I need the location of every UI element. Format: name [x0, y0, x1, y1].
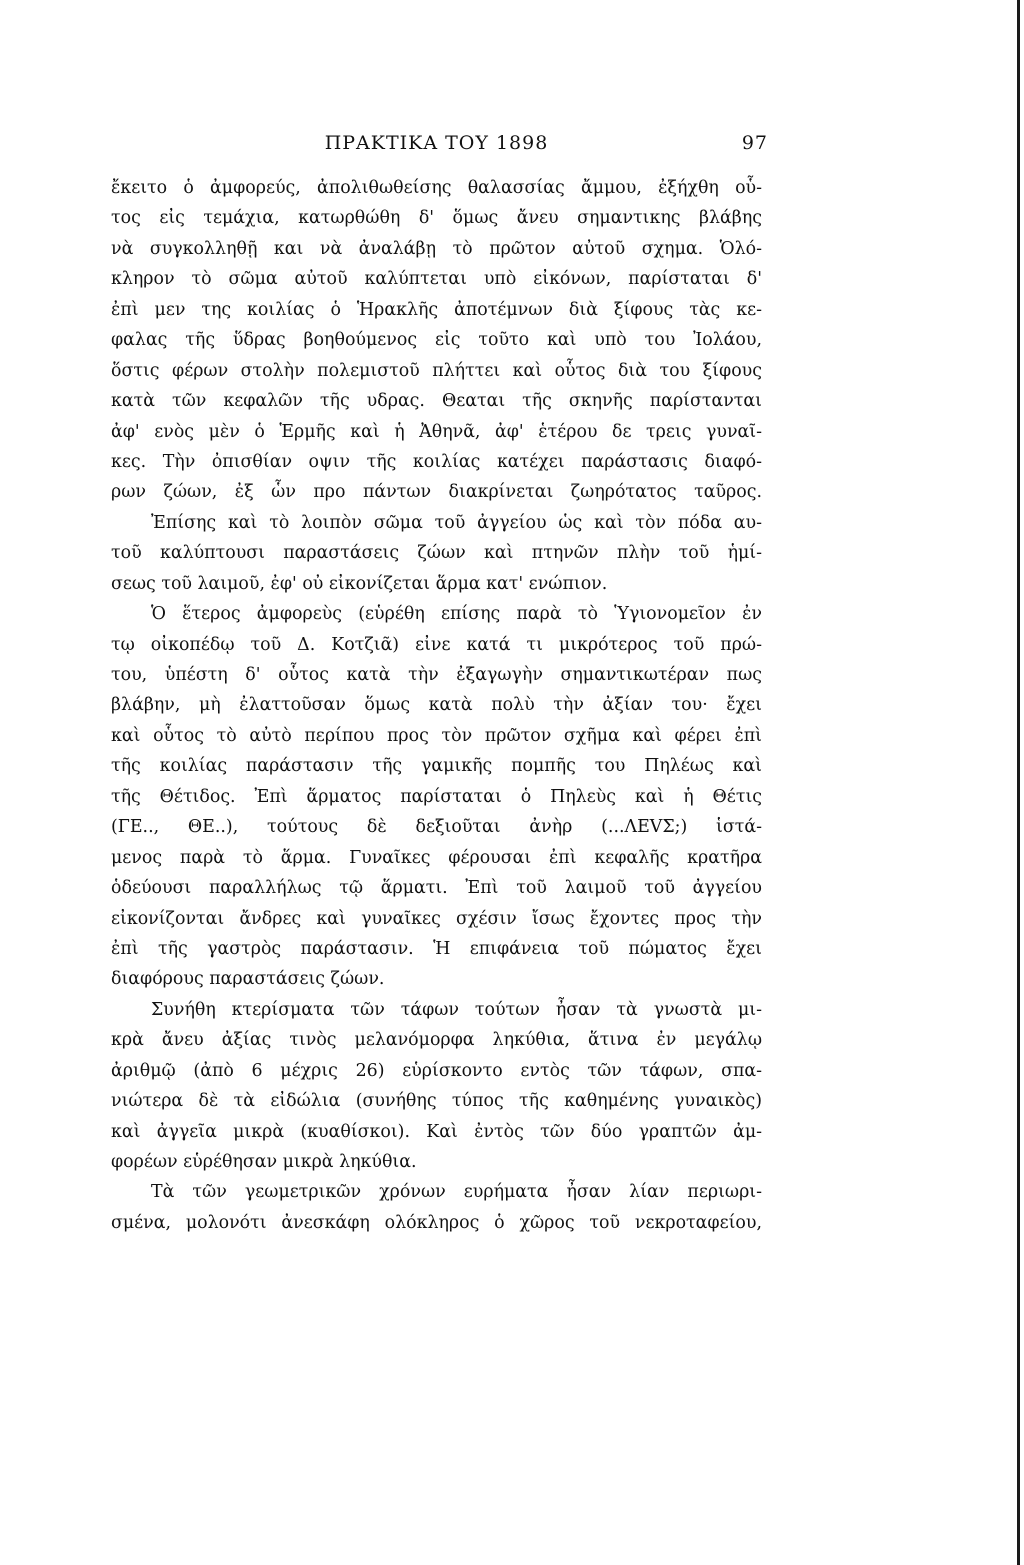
- running-title: ΠΡΑΚΤΙΚΑ ΤΟΥ 1898: [324, 132, 549, 154]
- text-line: τῆς κοιλίας παράστασιν τῆς γαμικῆς πομπῆς του Πηλέως καὶ: [111, 756, 762, 777]
- text-line: βλάβην, μὴ ἐλαττοῦσαν ὅμως κατὰ πολὺ τὴν ἀξίαν του· ἔχει: [111, 695, 762, 716]
- page-number: 97: [741, 132, 768, 154]
- text-line: τῆς Θέτιδος. Ἐπὶ ἅρματος παρίσταται ὁ Πηλεὺς καὶ ἡ Θέτις: [111, 786, 762, 807]
- text-line: κρὰ ἄνευ ἀξίας τινὸς μελανόμορφα ληκύθια, ἅτινα ἐν μεγάλῳ: [111, 1030, 762, 1051]
- text-line: σεως τοῦ λαιμοῦ, ἐφ' οὐ εἰκονίζεται ἅρμα κατ' ενώπιον.: [111, 573, 608, 594]
- text-line: νιώτερα δὲ τὰ εἰδώλια (συνήθης τύπος τῆς καθημένης γυναικὸς): [111, 1091, 762, 1112]
- text-line: τος εἰς τεμάχια, κατωρθώθη δ' ὅμως ἄνευ σημαντικης βλάβης: [111, 208, 762, 229]
- text-line: Ὁ ἕτερος ἀμφορεὺς (εὑρέθη επίσης παρὰ τὸ Ὑγιονομεῖον ἐν: [151, 604, 762, 625]
- text-line: ἐπὶ μεν της κοιλίας ὁ Ἡρακλῆς ἀποτέμνων διὰ ξίφους τὰς κε-: [111, 299, 762, 320]
- text-line: ἐπὶ τῆς γαστρὸς παράστασιν. Ἡ επιφάνεια τοῦ πώματος ἔχει: [111, 938, 762, 959]
- text-line: εἰκονίζονται ἄνδρες καὶ γυναῖκες σχέσιν ἴσως ἔχοντες προς τὴν: [111, 908, 762, 929]
- text-line: κατὰ τῶν κεφαλῶν τῆς υδρας. Θεαται τῆς σκηνῆς παρίστανται: [111, 391, 762, 412]
- text-line: νὰ συγκολληθῇ και νὰ ἀναλάβῃ τὸ πρῶτον αὐτοῦ σχημα. Ὁλό-: [111, 238, 762, 259]
- text-line: (ΓΕ.., ΘΕ..), τούτους δὲ δεξιοῦται ἀνὴρ (...ΛΕVΣ;) ἱστά-: [111, 817, 762, 838]
- text-line: του, ὑπέστη δ' οὗτος κατὰ τὴν ἐξαγωγὴν σημαντικωτέραν πως: [111, 665, 762, 685]
- text-line: ἀριθμῷ (ἀπὸ 6 μέχρις 26) εὑρίσκοντο εντὸς τῶν τάφων, σπα-: [111, 1060, 762, 1081]
- text-line: ὁδεύουσι παραλλήλως τῷ ἅρματι. Ἐπὶ τοῦ λαιμοῦ τοῦ ἀγγείου: [111, 878, 762, 899]
- text-line: Ἐπίσης καὶ τὸ λοιπὸν σῶμα τοῦ ἀγγείου ὡς καὶ τὸν πόδα αυ-: [151, 512, 762, 533]
- text-line: καὶ ἀγγεῖα μικρὰ (κυαθίσκοι). Καὶ ἐντὸς τῶν δύο γραπτῶν ἀμ-: [111, 1121, 762, 1142]
- text-line: διαφόρους παραστάσεις ζώων.: [111, 969, 385, 990]
- scan-edge: [1017, 0, 1020, 1565]
- text-line: τοῦ καλύπτουσι παραστάσεις ζώων καὶ πτηνῶν πλὴν τοῦ ἡμί-: [111, 543, 762, 564]
- running-head: [111, 132, 768, 156]
- text-line: κληρον τὸ σῶμα αὐτοῦ καλύπτεται υπὸ εἰκόνων, παρίσταται δ': [111, 269, 762, 290]
- text-line: ἀφ' ενὸς μὲν ὁ Ἑρμῆς καὶ ἡ Ἀθηνᾶ, ἀφ' ἑτέρου δε τρεις γυναῖ-: [111, 421, 762, 442]
- text-line: Συνήθη κτερίσματα τῶν τάφων τούτων ἦσαν τὰ γνωστὰ μι-: [151, 999, 762, 1020]
- text-line: φορέων εὑρέθησαν μικρὰ ληκύθια.: [111, 1152, 417, 1172]
- text-line: Τὰ τῶν γεωμετρικῶν χρόνων ευρήματα ἦσαν λίαν περιωρι-: [151, 1182, 762, 1203]
- text-line: ὅστις φέρων στολὴν πολεμιστοῦ πλήττει καὶ οὗτος διὰ του ξίφους: [111, 360, 762, 381]
- body-text: [111, 173, 762, 1238]
- text-line: τῳ οἰκοπέδῳ τοῦ Δ. Κοτζιᾶ) εἰνε κατά τι μικρότερος τοῦ πρώ-: [111, 634, 762, 655]
- text-line: ρων ζώων, ἐξ ὧν προ πάντων διακρίνεται ζωηρότατος ταῦρος.: [111, 482, 762, 503]
- text-line: κες. Τὴν ὀπισθίαν οψιν τῆς κοιλίας κατέχει παράστασις διαφό-: [111, 451, 762, 472]
- text-line: μενος παρὰ τὸ ἅρμα. Γυναῖκες φέρουσαι ἐπὶ κεφαλῆς κρατῆρα: [111, 847, 762, 868]
- text-line: καὶ οὗτος τὸ αὐτὸ περίπου προς τὸν πρῶτον σχῆμα καὶ φέρει ἐπὶ: [111, 725, 762, 746]
- text-line: φαλας τῆς ὕδρας βοηθούμενος εἰς τοῦτο καὶ υπὸ του Ἰολάου,: [111, 330, 762, 351]
- text-line: ἔκειτο ὁ ἀμφορεύς, ἀπολιθωθείσης θαλασσίας ἄμμου, ἐξήχθη οὗ-: [111, 178, 762, 198]
- text-line: σμένα, μολονότι ἀνεσκάφη ολόκληρος ὁ χῶρος τοῦ νεκροταφείου,: [111, 1212, 762, 1233]
